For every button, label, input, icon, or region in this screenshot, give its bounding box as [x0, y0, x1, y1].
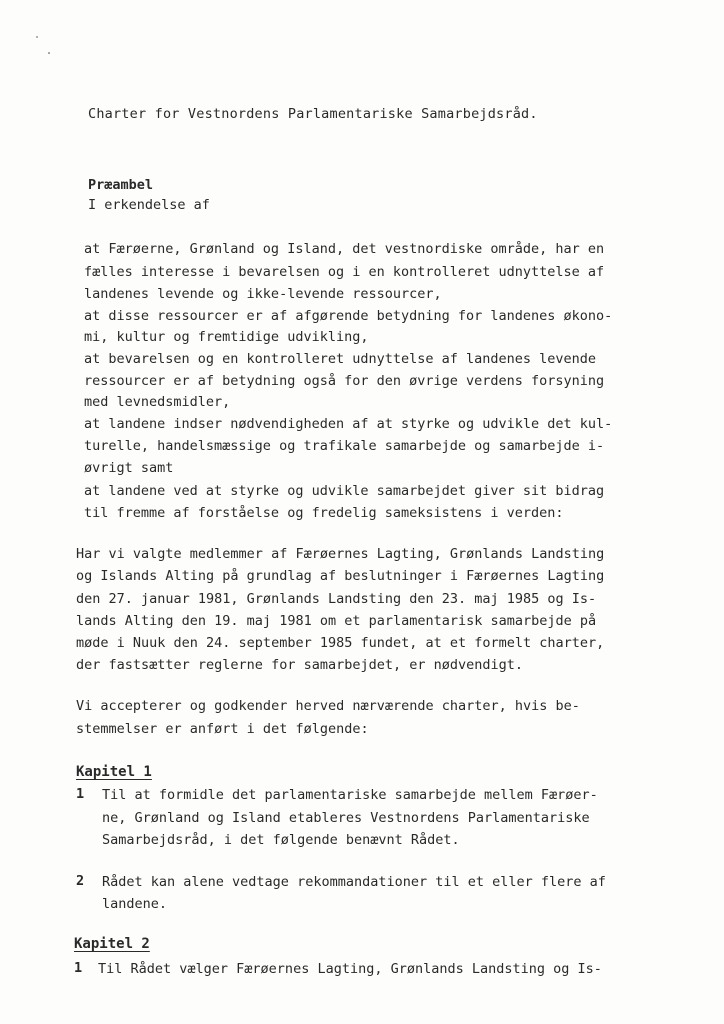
preamble-line: mi, kultur og fremtidige udvikling, [84, 329, 369, 345]
item-number: 1 [74, 960, 83, 976]
paragraph-line: der fastsætter reglerne for samarbejdet, er nødvendigt. [76, 657, 524, 673]
paragraph-line: og Islands Alting på grundlag af beslutninger i Færøernes Lagting [76, 568, 605, 584]
item-number: 2 [76, 873, 85, 889]
preamble-line: at disse ressourcer er af afgørende betydning for landenes økono- [84, 308, 613, 324]
preamble-line: at landene indser nødvendigheden af at styrke og udvikle det kul- [84, 416, 613, 432]
item-line: Samarbejdsråd, i det følgende benævnt Rådet. [102, 832, 460, 848]
preamble-line: landenes levende og ikke-levende ressourcer, [84, 286, 442, 302]
document-title: Charter for Vestnordens Parlamentariske Samarbejdsråd. [88, 106, 538, 122]
preamble-line: at landene ved at styrke og udvikle samarbejdet giver sit bidrag [84, 483, 605, 499]
preamble-line: at bevarelsen og en kontrolleret udnyttelse af landenes levende [84, 351, 597, 367]
scan-speck [48, 52, 50, 54]
preamble-line: øvrigt samt [84, 460, 174, 476]
preamble-line: til fremme af forståelse og fredelig sameksistens i verden: [84, 505, 564, 521]
item-line: Til at formidle det parlamentariske samarbejde mellem Færøer- [102, 787, 598, 803]
item-line: landene. [102, 896, 168, 912]
kapitel-1-heading: Kapitel 1 [76, 764, 152, 780]
paragraph-line: stemmelser er anført i det følgende: [76, 721, 369, 737]
preamble-line: ressourcer er af betydning også for den øvrige verdens forsyning [84, 373, 605, 389]
paragraph-line: møde i Nuuk den 24. september 1985 fundet, at et formelt charter, [76, 635, 605, 651]
preamble-heading: Præambel [88, 177, 154, 193]
paragraph-line: Har vi valgte medlemmer af Færøernes Lagting, Grønlands Landsting [76, 546, 605, 562]
paragraph-line: den 27. januar 1981, Grønlands Landsting den 23. maj 1985 og Is- [76, 591, 597, 607]
kapitel-2-heading: Kapitel 2 [74, 936, 150, 952]
preamble-line: med levnedsmidler, [84, 394, 231, 410]
preamble-line: at Færøerne, Grønland og Island, det vestnordiske område, har en [84, 241, 605, 257]
paragraph-line: lands Alting den 19. maj 1981 om et parlamentarisk samarbejde på [76, 613, 597, 629]
item-line: Rådet kan alene vedtage rekommandationer til et eller flere af [102, 874, 606, 890]
paragraph-line: Vi accepterer og godkender herved nærværende charter, hvis be- [76, 698, 580, 714]
preamble-line: fælles interesse i bevarelsen og i en kontrolleret udnyttelse af [84, 264, 605, 280]
item-line: Til Rådet vælger Færøernes Lagting, Grønlands Landsting og Is- [98, 961, 602, 977]
preamble-intro: I erkendelse af [88, 197, 210, 213]
preamble-line: turelle, handelsmæssige og trafikale samarbejde og samarbejde i- [84, 438, 605, 454]
item-line: ne, Grønland og Island etableres Vestnordens Parlamentariske [102, 810, 590, 826]
scan-speck [36, 36, 38, 38]
item-number: 1 [76, 786, 85, 802]
